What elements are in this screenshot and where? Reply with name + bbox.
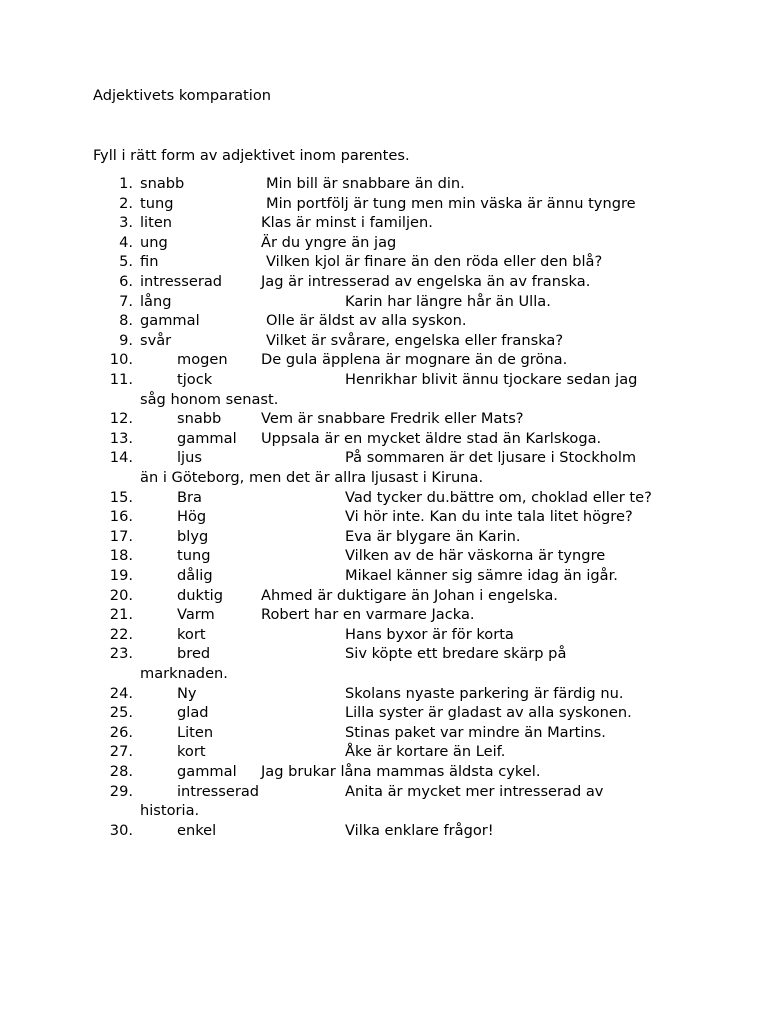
list-item [0,546,768,566]
item-number: 24. [109,684,133,702]
list-item [0,821,768,841]
item-adjective: gammal [140,312,200,330]
item-number: 9. [119,331,133,349]
item-number: 22. [109,625,133,643]
list-item [0,350,768,370]
item-sentence: Eva är blygare än Karin. [345,527,521,545]
list-item [0,194,768,214]
item-number: 12. [109,410,133,428]
item-number: 10. [109,351,133,369]
list-item [0,370,768,390]
item-adjective: Liten [177,723,214,741]
item-sentence: Vilken av de här väskorna är tyngre [345,547,606,565]
item-number: 5. [119,253,133,271]
item-sentence: Siv köpte ett bredare skärp på [345,645,567,663]
item-number: 21. [109,606,133,624]
list-item [0,703,768,723]
item-sentence: Vi hör inte. Kan du inte tala litet högre? [345,508,633,526]
list-item [0,684,768,704]
item-sentence: Henrikhar blivit ännu tjockare sedan jag [345,371,638,388]
item-sentence: Karin har längre hår än Ulla. [345,292,551,310]
item-number: 15. [109,488,133,506]
item-adjective: tung [140,194,174,212]
item-adjective: intresserad [140,273,223,290]
item-number: 20. [109,586,133,604]
item-number: 25. [109,704,133,722]
item-sentence-continuation: än i Göteborg, men det är allra ljusast i Kiruna. [140,469,484,486]
item-number: 30. [109,821,133,839]
item-adjective: kort [177,743,206,761]
item-number: 17. [109,527,133,545]
item-adjective: Hög [177,508,207,526]
item-number: 23. [109,645,133,663]
item-adjective: tjock [177,371,213,388]
item-sentence: Vilken kjol är finare än den röda eller den blå? [266,253,603,271]
item-adjective: ljus [177,449,202,467]
list-item [0,448,768,468]
item-adjective: mogen [177,351,228,369]
item-sentence: Klas är minst i familjen. [261,214,433,232]
item-sentence: De gula äpplena är mognare än de gröna. [261,351,568,369]
item-number: 13. [109,429,133,447]
item-adjective: kort [177,625,206,643]
instruction-text: Fyll i rätt form av adjektivet inom parentes. [93,147,410,164]
item-adjective: svår [140,331,172,349]
list-item [0,488,768,508]
item-number: 16. [109,508,133,526]
item-sentence: Jag är intresserad av engelska än av franska. [261,273,591,290]
item-sentence: Skolans nyaste parkering är färdig nu. [345,684,624,702]
item-sentence: Vilka enklare frågor! [345,821,494,839]
item-sentence: Stinas paket var mindre än Martins. [345,723,606,741]
list-item [0,429,768,449]
item-number: 6. [119,273,133,290]
item-number: 8. [119,312,133,330]
item-number: 11. [109,371,133,388]
item-number: 27. [109,743,133,761]
list-item [0,252,768,272]
list-item [0,233,768,253]
item-adjective: Varm [177,606,215,624]
item-adjective: snabb [140,175,185,192]
item-number: 14. [109,449,133,467]
item-number: 18. [109,547,133,565]
item-sentence: Lilla syster är gladast av alla syskonen. [345,704,632,722]
item-number: 4. [119,233,133,251]
item-sentence: Min bill är snabbare än din. [266,175,465,192]
item-sentence-continuation: marknaden. [140,665,228,682]
list-item [0,625,768,645]
item-adjective: dålig [177,567,213,584]
item-adjective: enkel [177,821,217,839]
item-number: 2. [119,194,133,212]
item-sentence: Är du yngre än jag [261,233,397,251]
item-sentence-continuation: historia. [140,802,200,820]
item-adjective: tung [177,547,211,565]
item-sentence: Vem är snabbare Fredrik eller Mats? [261,410,524,428]
item-sentence: Vilket är svårare, engelska eller franska? [266,331,564,349]
item-number: 19. [109,567,133,584]
list-item [0,782,768,802]
list-item [0,311,768,331]
list-item [0,762,768,782]
item-adjective: fin [140,253,159,271]
item-sentence: Anita är mycket mer intresserad av [345,782,604,800]
item-adjective: blyg [177,527,209,545]
item-adjective: lång [140,292,172,310]
item-adjective: gammal [177,429,237,447]
list-item [0,174,768,194]
item-sentence: Vad tycker du.bättre om, choklad eller te? [345,488,652,506]
list-item [0,272,768,292]
list-item [0,644,768,664]
item-adjective: duktig [177,586,224,604]
list-item [0,507,768,527]
item-adjective: liten [140,214,173,232]
item-sentence: Åke är kortare än Leif. [345,743,506,761]
list-item [0,566,768,586]
item-adjective: intresserad [177,782,260,800]
list-item [0,331,768,351]
list-item [0,213,768,233]
item-number: 3. [119,214,133,232]
list-item [0,605,768,625]
item-sentence: Hans byxor är för korta [345,625,514,643]
item-adjective: ung [140,233,168,251]
item-sentence: Robert har en varmare Jacka. [261,606,475,624]
item-number: 7. [119,292,133,310]
item-sentence-continuation: såg honom senast. [140,390,279,408]
item-adjective: snabb [177,410,222,428]
item-sentence: Jag brukar låna mammas äldsta cykel. [261,763,541,780]
item-number: 1. [119,175,133,192]
list-item [0,742,768,762]
item-adjective: Ny [177,684,197,702]
item-adjective: Bra [177,488,202,506]
item-adjective: gammal [177,763,237,780]
item-number: 28. [109,763,133,780]
item-sentence: Ahmed är duktigare än Johan i engelska. [261,586,558,604]
document-title: Adjektivets komparation [93,87,272,104]
list-item [0,292,768,312]
item-sentence: På sommaren är det ljusare i Stockholm [345,449,637,467]
item-sentence: Uppsala är en mycket äldre stad än Karlskoga. [261,429,602,447]
item-adjective: bred [177,645,211,663]
item-number: 26. [109,723,133,741]
list-item [0,409,768,429]
item-number: 29. [109,782,133,800]
list-item [0,723,768,743]
list-item [0,586,768,606]
item-sentence: Min portfölj är tung men min väska är ännu tyngre [266,194,636,212]
item-sentence: Olle är äldst av alla syskon. [266,312,467,330]
item-adjective: glad [177,704,209,722]
item-sentence: Mikael känner sig sämre idag än igår. [345,567,618,584]
list-item [0,527,768,547]
